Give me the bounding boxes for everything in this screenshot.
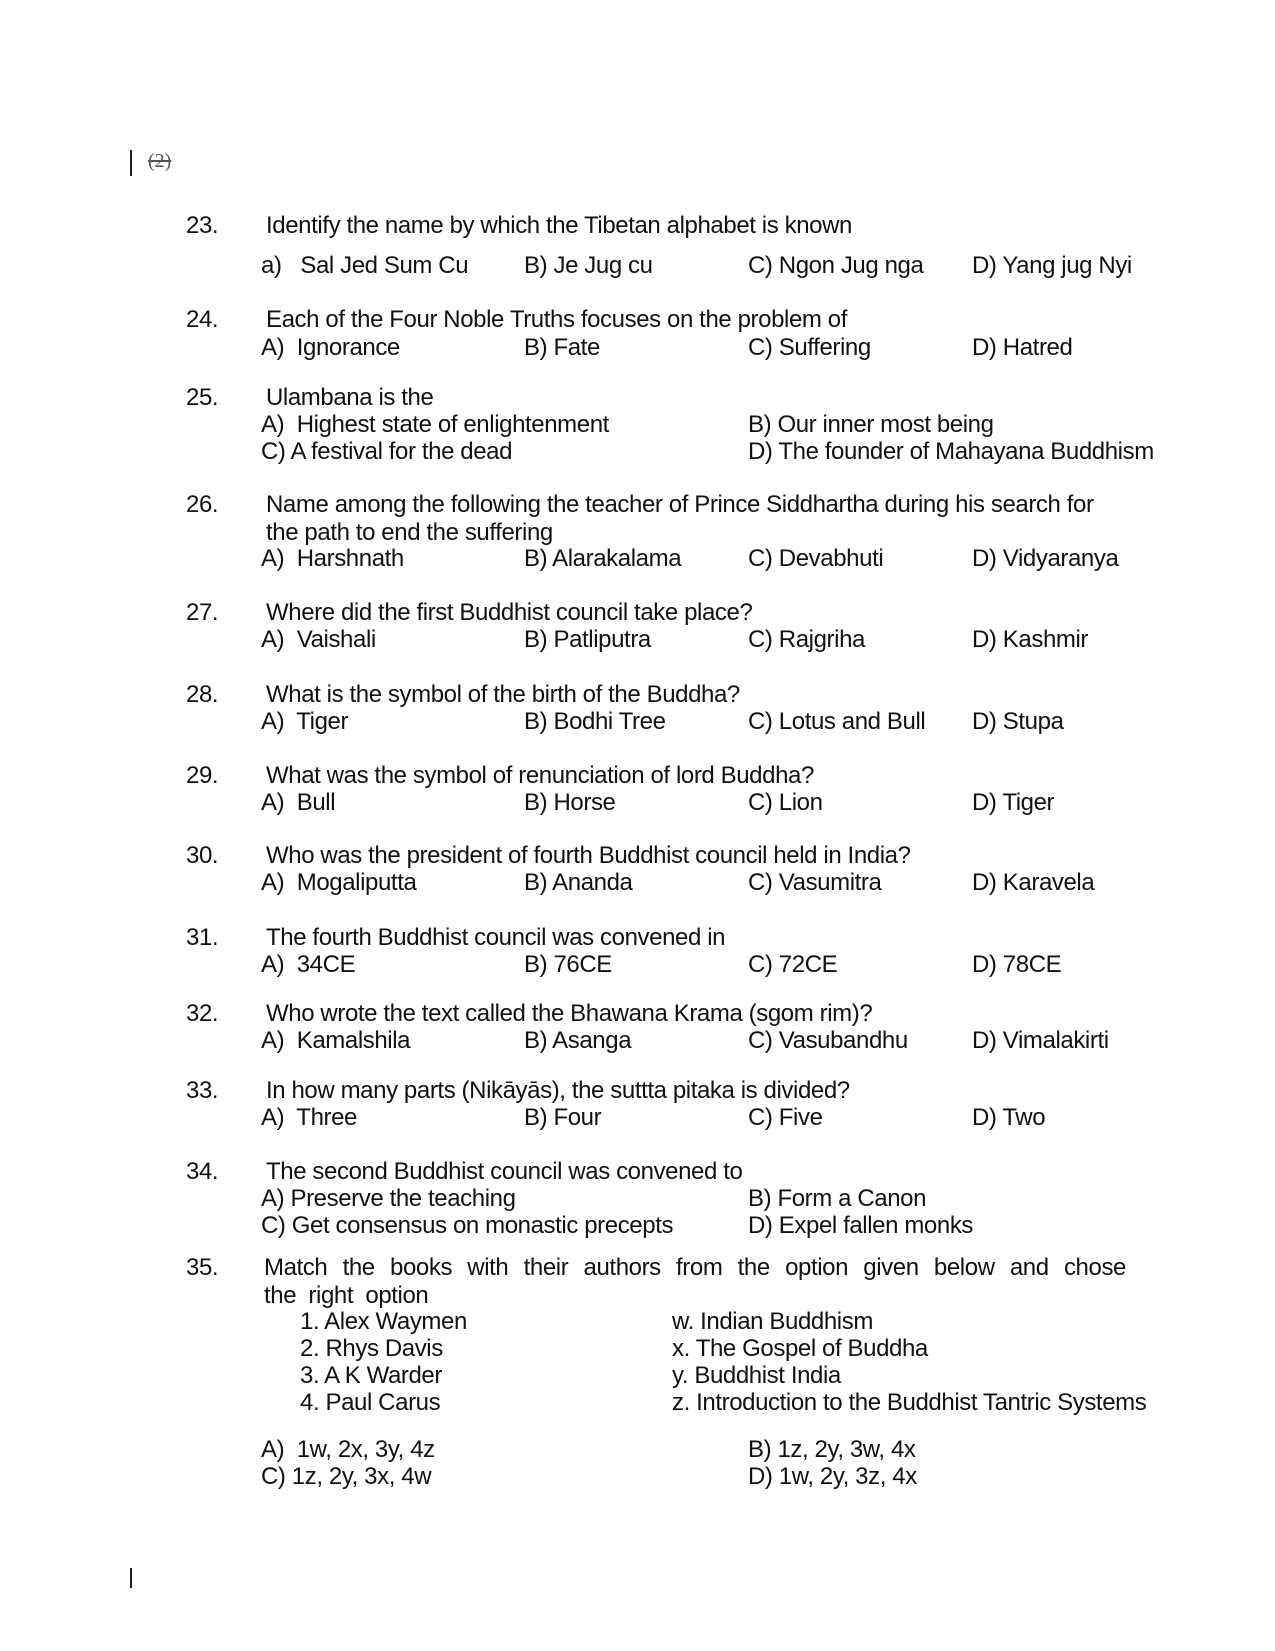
- option-b: B) Bodhi Tree: [524, 708, 666, 735]
- options-24: [0, 334, 1275, 362]
- question-number: 31.: [186, 924, 219, 951]
- question-text: The second Buddhist council was convened to: [266, 1158, 743, 1185]
- option-b: B) Alarakalama: [524, 545, 682, 572]
- option-a: A) Kamalshila: [261, 1027, 411, 1054]
- option-d: D) Karavela: [972, 869, 1095, 896]
- question-number: 23.: [186, 212, 219, 239]
- option-a: A) Harshnath: [261, 545, 404, 572]
- options-33: [0, 1104, 1275, 1132]
- option-a: A) Mogaliputta: [261, 869, 417, 896]
- option-b: B) 1z, 2y, 3w, 4x: [748, 1436, 916, 1463]
- question-number: 25.: [186, 384, 219, 411]
- match-left-item: 2. Rhys Davis: [300, 1335, 443, 1362]
- question-text: Ulambana is the: [266, 384, 434, 411]
- question-number: 32.: [186, 1000, 219, 1027]
- option-a: a) Sal Jed Sum Cu: [261, 252, 469, 279]
- options-34-row2: [0, 1212, 1275, 1240]
- option-c: C) Vasumitra: [748, 869, 882, 896]
- question-number: 26.: [186, 491, 219, 518]
- option-a: A) Highest state of enlightenment: [261, 411, 609, 438]
- option-a: A) Ignorance: [261, 334, 400, 361]
- option-c: C) Devabhuti: [748, 545, 884, 572]
- option-d: D) Hatred: [972, 334, 1073, 361]
- option-d: D) Vidyaranya: [972, 545, 1119, 572]
- option-a: A) Preserve the teaching: [261, 1185, 516, 1212]
- option-c: C) Rajgriha: [748, 626, 865, 653]
- option-d: D) Tiger: [972, 789, 1055, 816]
- match-row-1: [0, 1308, 1275, 1336]
- options-35-row1: [0, 1436, 1275, 1464]
- match-right-item: w. Indian Buddhism: [672, 1308, 873, 1335]
- question-number: 33.: [186, 1077, 219, 1104]
- question-text: Name among the following the teacher of Prince Siddhartha during his search for the path to end the suffering: [266, 491, 1094, 546]
- option-d: D) Stupa: [972, 708, 1064, 735]
- option-c: C) Suffering: [748, 334, 871, 361]
- option-c: C) Vasubandhu: [748, 1027, 908, 1054]
- question-text: The fourth Buddhist council was convened in: [266, 924, 726, 951]
- option-a: A) Tiger: [261, 708, 349, 735]
- question-number: 24.: [186, 306, 219, 333]
- option-c: C) Lotus and Bull: [748, 708, 926, 735]
- options-28: [0, 708, 1275, 736]
- option-c: C) Lion: [748, 789, 823, 816]
- match-right-item: z. Introduction to the Buddhist Tantric Systems: [672, 1389, 1147, 1416]
- question-number: 34.: [186, 1158, 219, 1185]
- option-d: D) Two: [972, 1104, 1046, 1131]
- options-32: [0, 1027, 1275, 1055]
- match-left-item: 1. Alex Waymen: [300, 1308, 467, 1335]
- options-34-row1: [0, 1185, 1275, 1213]
- question-text: Identify the name by which the Tibetan alphabet is known: [266, 212, 852, 239]
- match-row-2: [0, 1335, 1275, 1363]
- options-30: [0, 869, 1275, 897]
- option-a: A) 34CE: [261, 951, 356, 978]
- options-27: [0, 626, 1275, 654]
- option-c: C) Five: [748, 1104, 823, 1131]
- option-b: B) Patliputra: [524, 626, 651, 653]
- question-text: Match the books with their authors from the option given below and chose the right option: [264, 1254, 1126, 1309]
- option-c: C) Ngon Jug nga: [748, 252, 924, 279]
- option-b: B) Four: [524, 1104, 602, 1131]
- options-25-row1: [0, 411, 1275, 439]
- option-d: D) Expel fallen monks: [748, 1212, 974, 1239]
- question-number: 35.: [186, 1254, 219, 1281]
- option-b: B) 76CE: [524, 951, 612, 978]
- option-c: C) A festival for the dead: [261, 438, 513, 465]
- question-text: What was the symbol of renunciation of lord Buddha?: [266, 762, 814, 789]
- option-b: B) Horse: [524, 789, 616, 816]
- match-left-item: 3. A K Warder: [300, 1362, 442, 1389]
- option-c: C) 72CE: [748, 951, 838, 978]
- question-number: 28.: [186, 681, 219, 708]
- options-31: [0, 951, 1275, 979]
- question-text: In how many parts (Nikāyās), the suttta pitaka is divided?: [266, 1077, 850, 1104]
- option-d: D) 1w, 2y, 3z, 4x: [748, 1463, 917, 1490]
- option-b: B) Fate: [524, 334, 600, 361]
- match-left-item: 4. Paul Carus: [300, 1389, 441, 1416]
- option-a: A) Three: [261, 1104, 357, 1131]
- option-c: C) Get consensus on monastic precepts: [261, 1212, 674, 1239]
- option-b: B) Je Jug cu: [524, 252, 653, 279]
- option-b: B) Our inner most being: [748, 411, 994, 438]
- question-text: Where did the first Buddhist council take place?: [266, 599, 753, 626]
- option-b: B) Form a Canon: [748, 1185, 927, 1212]
- option-d: D) The founder of Mahayana Buddhism: [748, 438, 1154, 465]
- options-29: [0, 789, 1275, 817]
- question-text: Who was the president of fourth Buddhist council held in India?: [266, 842, 911, 869]
- margin-bar-bottom: [130, 1568, 132, 1588]
- match-right-item: y. Buddhist India: [672, 1362, 841, 1389]
- option-c: C) 1z, 2y, 3x, 4w: [261, 1463, 432, 1490]
- option-d: D) Yang jug Nyi: [972, 252, 1132, 279]
- option-b: B) Asanga: [524, 1027, 632, 1054]
- question-text: Each of the Four Noble Truths focuses on the problem of: [266, 306, 848, 333]
- question-number: 27.: [186, 599, 219, 626]
- option-a: A) 1w, 2x, 3y, 4z: [261, 1436, 435, 1463]
- option-d: D) Kashmir: [972, 626, 1089, 653]
- option-b: B) Ananda: [524, 869, 633, 896]
- question-text: Who wrote the text called the Bhawana Krama (sgom rim)?: [266, 1000, 873, 1027]
- option-a: A) Vaishali: [261, 626, 376, 653]
- options-25-row2: [0, 438, 1275, 466]
- option-a: A) Bull: [261, 789, 336, 816]
- options-26: [0, 545, 1275, 573]
- option-d: D) 78CE: [972, 951, 1062, 978]
- match-row-3: [0, 1362, 1275, 1390]
- match-right-item: x. The Gospel of Buddha: [672, 1335, 928, 1362]
- question-text: What is the symbol of the birth of the Buddha?: [266, 681, 740, 708]
- question-number: 30.: [186, 842, 219, 869]
- page-number: (2): [148, 150, 172, 172]
- option-d: D) Vimalakirti: [972, 1027, 1109, 1054]
- match-row-4: [0, 1389, 1275, 1417]
- question-number: 29.: [186, 762, 219, 789]
- options-23: [0, 252, 1275, 280]
- margin-bar-top: [130, 150, 132, 176]
- options-35-row2: [0, 1463, 1275, 1491]
